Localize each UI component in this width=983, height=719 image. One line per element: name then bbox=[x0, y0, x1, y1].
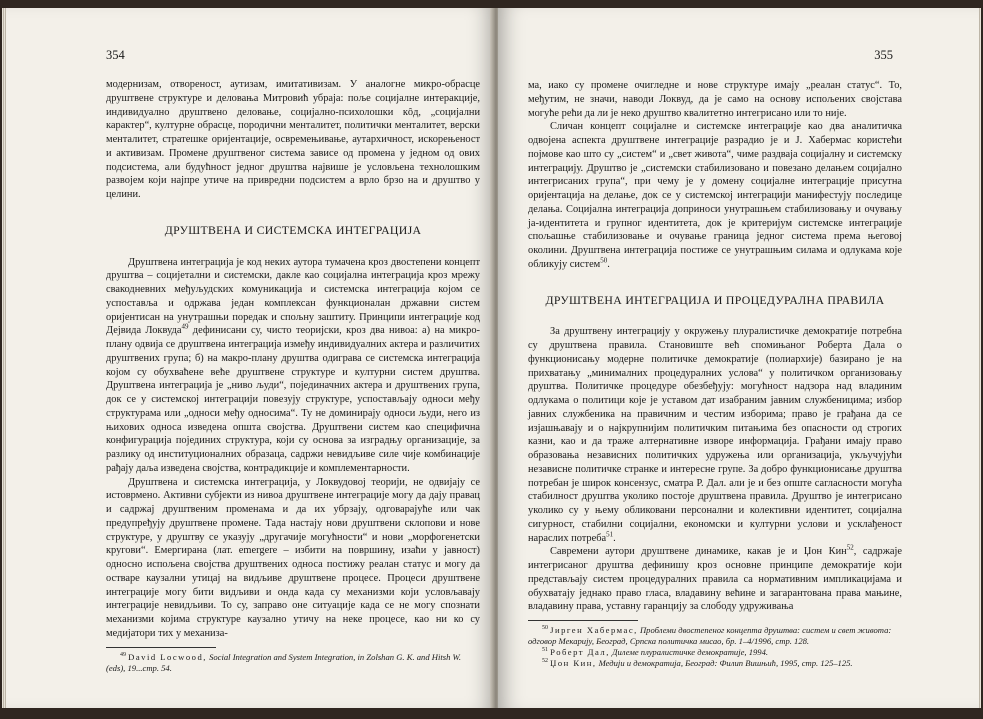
paragraph: Друштвена и системска интеграција, у Локвудовој теорији, не одвијају се истоврмено. Активни субјекти из нивоа друштвене интеграције могу да дају правац и садржај друштвеним променама и да их убрзају, одговарајуће или чак предупређују друштвене промене. Тада настају нови друштвени склопови и нове структуре, у друштву се указују „другачије могућности“ и нови „морфогенетски кругови“. Емергирана (лат. emergere – избити на површину, изаћи у јавност) односно испољена својства друштвених односа постижу реалан статус и могу да остваре каузални утицај на видљиве друштвене процесе. Процеси друштвене интеграције могу бити видљиви и онда када су механизми који условљавају интеграције невидљиви. То су, заправо оне ситуације када се не могу спознати механизми којима структуре каузално утичу на неке процесе, као ни ко су медијатори тих у механиза- bbox=[106, 476, 480, 639]
section-heading: ДРУШТВЕНА И СИСТЕМСКА ИНТЕГРАЦИЈА bbox=[164, 222, 422, 237]
left-page bbox=[6, 8, 494, 708]
right-page bbox=[498, 8, 979, 708]
paragraph: Савремени аутори друштвене динамике, какав је и Џон Кин$^{52}$, садржаје интегрисаног друштва дефинишу кроз основне принципе демократије који представљају систем процедуралних правила са нормативним импликацијама и обухватају једнако право гласа, владавину већине и загарантована права мањине, владавину права, уставну гаранцију за слободу удруживања bbox=[528, 543, 902, 613]
paragraph: За друштвену интеграцију у окружењу плуралистичке демократије потребна су друштвена правила. Становиште већ спомињаног Роберта Дала о функционисању модерне политичке демократије (полиархије) базирано је на прихватању „минималних процедуралних услова“ у политичком организовању друштва. Политичке процедуре обезбеђују: могућност надзора над владиним одлукама о политици које је уставом дат изабраним јавним службеницима; избор јавних службеника на правичним и честим изборима; право је грађана да се изјашњавају и о најкрупнијим политичким питањима без опасности од строгих казни, као и да траже алтернативне изворе информација. Грађани имају право образовања независних политичких удружења или организација, укључујући независне политичке странке и интересне групе. За добро функционисање друштва потребан је широк консензус, сматра Р. Дал. али је и без опште сагласности могућа стабилност друштва уколико постоје друштвена правила. Друштво је интегрисано уколико су у њему обликовани персонални и колективни идентитет, социјална сигурност, стабилни социјални, економски и културни услови и усклађеност нараслих потреба$^{51}$. bbox=[528, 326, 902, 544]
footnote-ref[interactable]: 50 bbox=[600, 256, 608, 265]
paragraph: модернизам, отвореност, аутизам, имитативизам. У аналогне микро-обрасце друштвене структуре и деловања Митровић убраја: поље социјалне интеракције, индивидуално друштвено деловање, социјално-психолошки кôд, „социјални карактер“, културне обрасце, породични менталитет, политички менталитет, верски менталитет, стратешке оријентације, освремењивање, аутархичност, искорењеност и активизам. Промене друштвеног система зависе од промена у једном од ових подсистема, али будућност једног друштва највише је условљена технолошким развојем који најпре утиче на привредни подсистем а врло брзо на и друштво у целини. bbox=[106, 79, 480, 200]
footnote: $^{52}$ Џон Кин, Медији и демократија, Београд: Филип Вишњић, 1995, стр. 125–125. bbox=[542, 658, 853, 668]
footnote-rule bbox=[528, 620, 638, 621]
paragraph: ма, иако су промене очигледне и нове структуре имају „реалан статус“. То, међутим, не значи, наводи Локвуд, да је само на основу испољених својстава могуће рећи да ли је неко друштво квалитетно интегрисано или то није. bbox=[528, 80, 902, 119]
footnotes bbox=[106, 652, 480, 674]
left-page-body bbox=[106, 78, 480, 674]
page-number: 354 bbox=[106, 48, 125, 62]
section-heading: ДРУШТВЕНА ИНТЕГРАЦИЈА И ПРОЦЕДУРАЛНА ПРАВИЛА bbox=[545, 292, 885, 307]
footnote: $^{49}$ David Locwood, Social Integration and System Integration, in Zolshan G. K. and Hitsh W. (eds), 19...стр. 54. bbox=[106, 651, 462, 673]
footnote: $^{50}$ Јирген Хабермас, Проблеми двостепеног концепта друштва: систем и свет живота: одговор Мекарију, Београд, Српска политичка мисао, бр. 1–4/1996, стр. 128. bbox=[528, 625, 892, 646]
footnotes bbox=[528, 625, 902, 669]
paragraph: Сличан концепт социјалне и системске интеграције као два аналитичка одвојена аспекта друштвене интеграције разрадио је и Ј. Хабермас користећи појмове као што су „систем“ и „свет живота“, чиме раздваја социјалну и системску интеграцију. Друштво је „системски стабилизовано и повезано делањем социјално интегрисаних група“, при чему је у домену социјалне интеграције присутна оријентација на делање, док се у системској интеграцији манифестују последице делања. Социјална интеграција доприноси унутрашњем стабилизовању и очувању ја-идентитета и групног идентитета, док је критеријум системске интеграције спољашње стабилизовање и очување граница једног система према његовој околини. Друштвена интеграција постиже се унутрашњим силама и одлукама које обликују систем$^{50}$. bbox=[528, 121, 902, 270]
right-page-body bbox=[528, 79, 902, 669]
page-number: 355 bbox=[874, 48, 893, 62]
footnote-ref[interactable]: 51 bbox=[606, 530, 614, 539]
footnote: $^{51}$ Роберт Дал, Дилеме плуралистичке демократије, 1994. bbox=[542, 647, 769, 657]
footnote-rule bbox=[106, 647, 216, 648]
footnote-ref[interactable]: 49 bbox=[181, 322, 189, 331]
paragraph: Друштвена интеграција је код неких аутора тумачена кроз двостепени концепт друштва – социјетални и системски, дакле као социјална интеграција кроз мрежу свакодневних међуљудских комуникација и системска интеграција којом се успоставља и одржава један комплексан функционалан државни систем оријентисан на унутрашњи поредак и спољну заштиту. Принципи интеграције код Дејвида Локвуда$^{49}$ дефинисани су, чисто теоријски, кроз два нивоа: а) на микро-плану одвија се друштвена интеграција између индивидуалних актера и различитих друштвених група; б) на макро-плану друштва одиграва се системска интеграција којом су обухваћене веће друштвене структуре и културни систем друштва. Друштвена интеграција је „ниво људи“, појединачних актера и друштвених група, док се у системској интеграцији повезују структуре, успостављају односи међу структурама или „односи међу односима“. Ту не доминирају односи људи, него из њихових односа изведена општа својства. Друштвени систем као специфична конфигурација појединих структура, који су основа за изградњу организације, за разлику од институционалних образаца, садржи невидљиве силе чије комбинације рађају даља изведена својства, контрадикције и комплементарности. bbox=[106, 256, 481, 474]
footnote-ref[interactable]: 52 bbox=[846, 543, 854, 552]
